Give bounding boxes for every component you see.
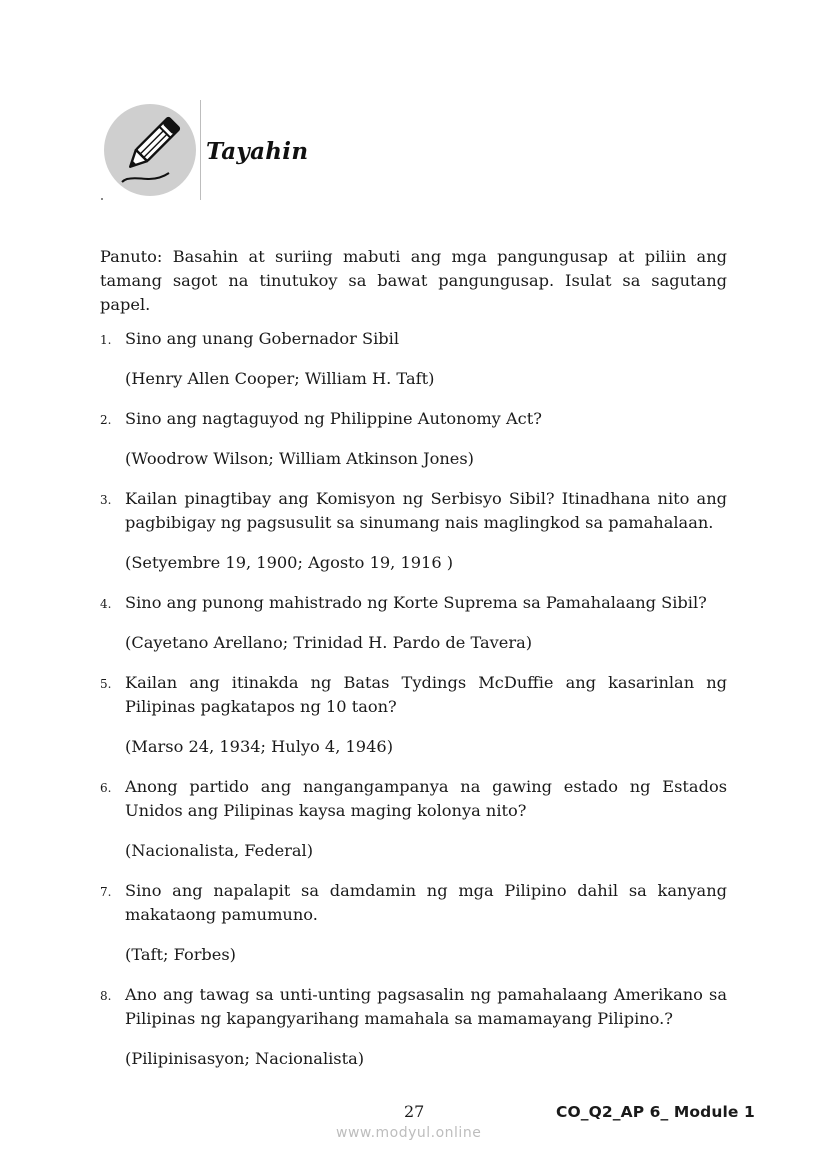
answer-choices: (Marso 24, 1934; Hulyo 4, 1946) <box>125 737 394 756</box>
question-text: Kailan pinagtibay ang Komisyon ng Serbisyo Sibil? Itinadhana nito ang pagbibigay ng pagsusulit sa sinumang nais maglingkod sa pamahalaan. <box>125 489 727 532</box>
page-number: 27 <box>404 1102 425 1121</box>
instructions-text: Panuto: Basahin at suriing mabuti ang mga pangungusap at piliin ang tamang sagot na tinutukoy sa bawat pangungusap. Isulat sa sagutang papel. <box>100 247 727 314</box>
question-text: Sino ang punong mahistrado ng Korte Suprema sa Pamahalaang Sibil? <box>125 593 707 612</box>
module-code: CO_Q2_AP 6_ Module 1 <box>556 1103 755 1121</box>
question-item <box>100 879 727 983</box>
header-divider <box>200 100 201 200</box>
answer-choices: (Nacionalista, Federal) <box>125 841 314 860</box>
question-item <box>100 983 727 1087</box>
question-text: Sino ang nagtaguyod ng Philippine Autonomy Act? <box>125 409 542 428</box>
answer-choices: (Cayetano Arellano; Trinidad H. Pardo de Tavera) <box>125 633 533 652</box>
question-number: 5. <box>100 677 112 691</box>
question-item <box>100 591 727 671</box>
question-number: 1. <box>100 333 112 347</box>
section-header <box>104 100 308 200</box>
answer-choices: (Woodrow Wilson; William Atkinson Jones) <box>125 449 474 468</box>
question-text: Sino ang unang Gobernador Sibil <box>125 329 400 348</box>
question-item <box>100 487 727 591</box>
question-number: 6. <box>100 781 112 795</box>
question-list <box>100 327 727 1087</box>
answer-choices: (Pilipinisasyon; Nacionalista) <box>125 1049 365 1068</box>
question-text: Sino ang napalapit sa damdamin ng mga Pilipino dahil sa kanyang makataong pamumuno. <box>125 881 727 924</box>
answer-choices: (Setyembre 19, 1900; Agosto 19, 1916 ) <box>125 553 454 572</box>
question-text: Ano ang tawag sa unti-unting pagsasalin ng pamahalaang Amerikano sa Pilipinas ng kapangyarihang mamahala sa mamamayang Pilipino.? <box>125 985 727 1028</box>
question-number: 8. <box>100 989 112 1003</box>
question-number: 2. <box>100 413 112 427</box>
watermark-link: www.modyul.online <box>336 1125 482 1141</box>
question-number: 3. <box>100 493 112 507</box>
section-title: Tayahin <box>206 137 309 165</box>
pencil-icon-badge <box>104 104 196 196</box>
question-item <box>100 775 727 879</box>
question-text: Kailan ang itinakda ng Batas Tydings McDuffie ang kasarinlan ng Pilipinas pagkatapos ng 10 taon? <box>125 673 727 716</box>
question-item <box>100 671 727 775</box>
question-text: Anong partido ang nangangampanya na gawing estado ng Estados Unidos ang Pilipinas kaysa maging kolonya nito? <box>125 777 727 820</box>
answer-choices: (Henry Allen Cooper; William H. Taft) <box>125 369 435 388</box>
pencil-icon <box>111 111 189 189</box>
question-number: 4. <box>100 597 112 611</box>
question-number: 7. <box>100 885 112 899</box>
answer-choices: (Taft; Forbes) <box>125 945 236 964</box>
question-item <box>100 327 727 407</box>
question-item <box>100 407 727 487</box>
decorative-dot <box>101 198 103 200</box>
